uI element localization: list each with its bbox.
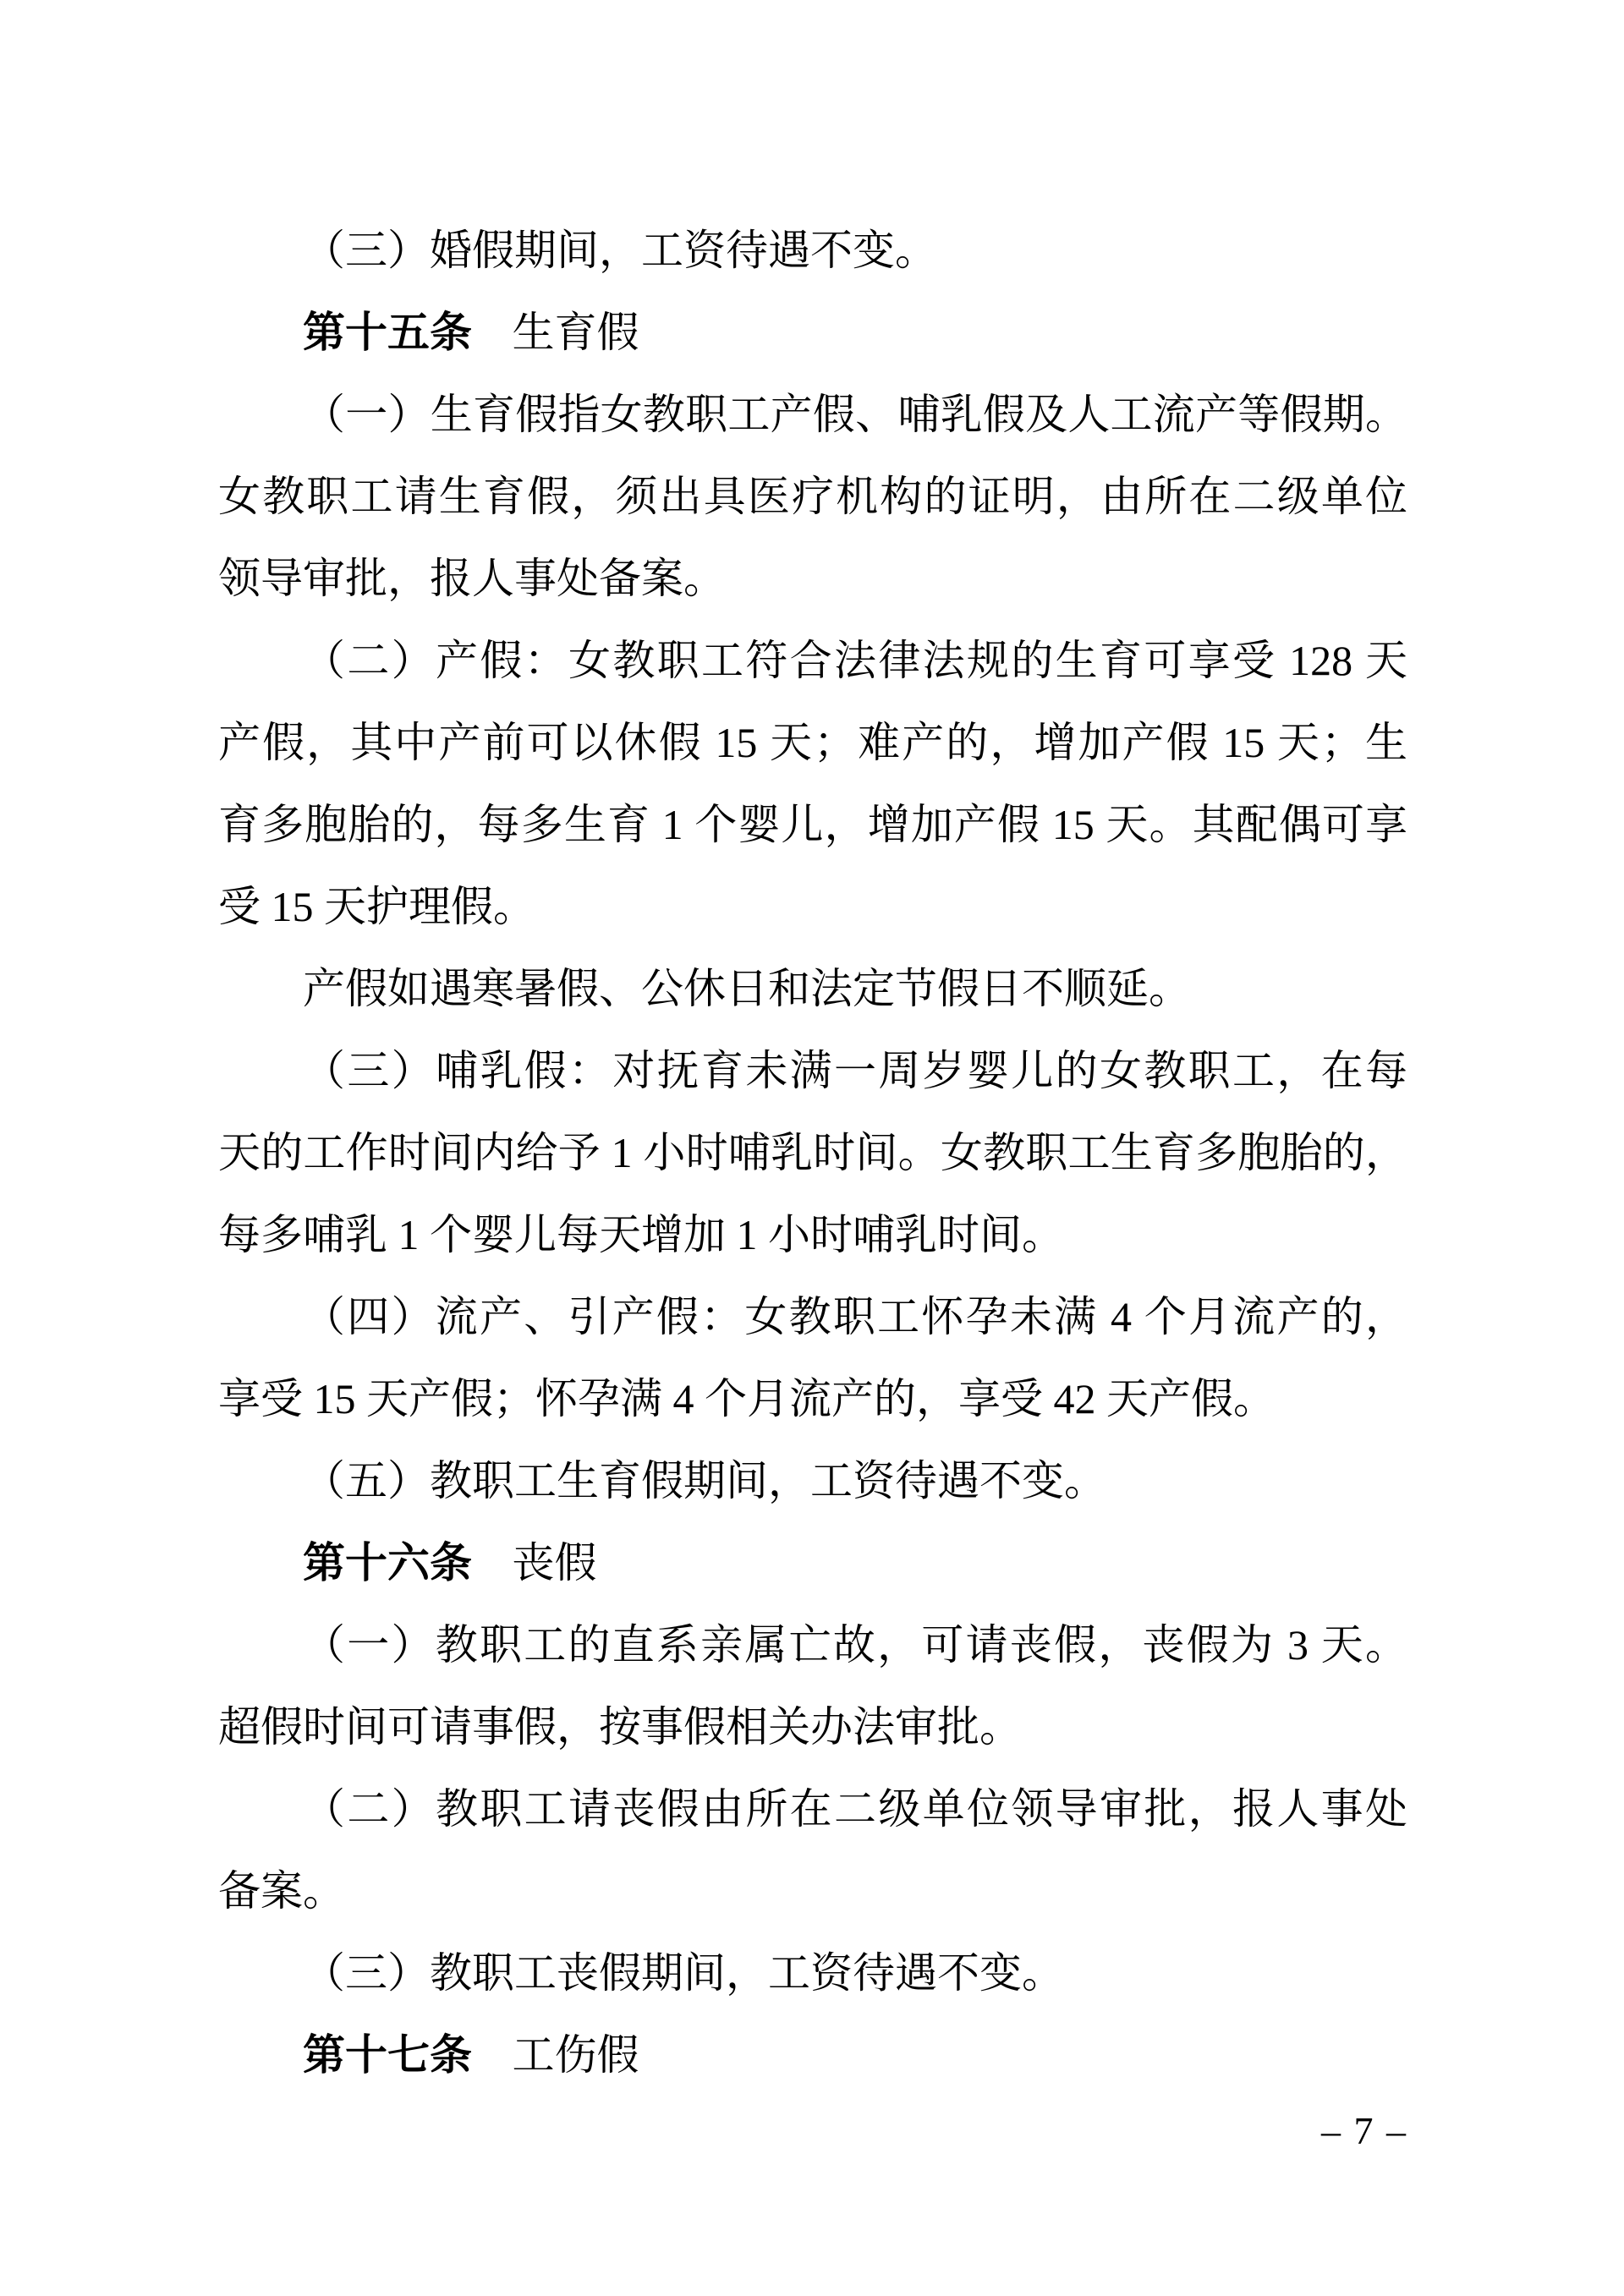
paragraph-line: （一）教职工的直系亲属亡故，可请丧假，丧假为 3 天。 [303,1621,1407,1669]
paragraph-line: （五）教职工生育假期间，工资待遇不变。 [303,1457,1106,1504]
article-title: 工伤假 [512,2031,639,2079]
paragraph-line: （二）教职工请丧假由所在二级单位领导审批，报人事处 [303,1785,1407,1833]
paragraph-line: 受 15 天护理假。 [218,883,535,930]
article-number: 第十七条 [303,2031,472,2079]
article-heading [218,2014,1407,2096]
paragraph-line: 育多胞胎的，每多生育 1 个婴儿，增加产假 15 天。其配偶可享 [218,801,1407,848]
article-number: 第十五条 [303,309,472,356]
paragraph-line: 备案。 [218,1867,345,1915]
article-title: 丧假 [512,1539,597,1586]
paragraph-line: （三）教职工丧假期间，工资待遇不变。 [303,1949,1064,1997]
article-heading [218,292,1407,374]
paragraph-line: 产假，其中产前可以休假 15 天；难产的，增加产假 15 天；生 [218,719,1407,766]
paragraph-line: （一）生育假指女教职工产假、哺乳假及人工流产等假期。 [303,391,1407,438]
text-block [218,210,1407,2096]
paragraph-line: 领导审批，报人事处备案。 [218,555,726,602]
paragraph-line: （四）流产、引产假：女教职工怀孕未满 4 个月流产的， [303,1293,1407,1340]
article-heading [218,1522,1407,1604]
article-number: 第十六条 [303,1539,472,1586]
paragraph-line: （二）产假：女教职工符合法律法规的生育可享受 128 天 [303,637,1407,684]
paragraph-line: （三）婚假期间，工资待遇不变。 [303,227,937,274]
page-number: – 7 – [1321,2109,1407,2152]
paragraph-line: 每多哺乳 1 个婴儿每天增加 1 小时哺乳时间。 [218,1211,1064,1258]
paragraph-line: 产假如遇寒暑假、公休日和法定节假日不顺延。 [303,965,1191,1012]
article-title: 生育假 [512,309,639,356]
paragraph-line: 超假时间可请事假，按事假相关办法审批。 [218,1703,1022,1751]
paragraph-line: 女教职工请生育假，须出具医疗机构的证明，由所在二级单位 [218,473,1407,520]
paragraph-line: （三）哺乳假：对抚育未满一周岁婴儿的女教职工，在每 [303,1047,1407,1094]
paragraph-line: 享受 15 天产假；怀孕满 4 个月流产的，享受 42 天产假。 [218,1375,1276,1422]
paragraph-line: 天的工作时间内给予 1 小时哺乳时间。女教职工生育多胞胎的， [218,1129,1407,1176]
